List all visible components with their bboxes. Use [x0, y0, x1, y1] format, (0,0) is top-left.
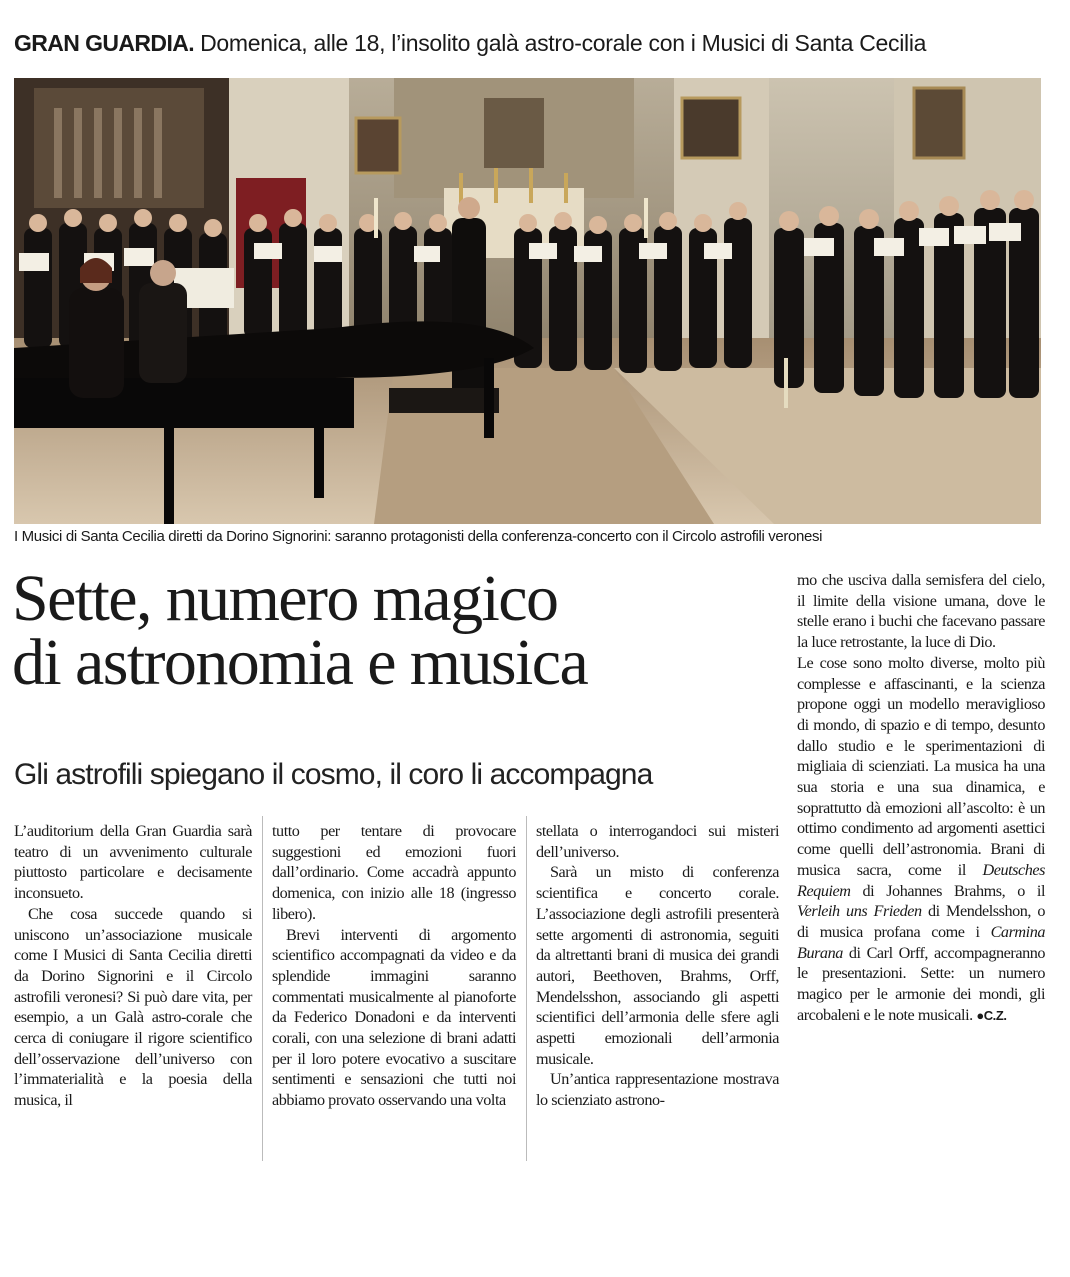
paragraph: Sarà un misto di conferenza scientifica e concerto corale. L’associazione degli astrofili presenterà sette argomenti di astronomia, seguiti da altrettanti brani di musica dei grandi autori, Beethoven, Brahms, Orff, Mendelsshon, associando gli aspetti scientifici dell’armonia delle sfere agli aspetti emozionali dell’armonia musicale. [536, 863, 779, 1068]
paragraph: Brevi interventi di argomento scientifico accompagnati da video e da splendide immagini saranno commentati musicalmente al pianoforte da Federico Donadoni e da interventi corali, con una selezione di brani adatti per il loro potere evocativo a suscitare sentimenti e sensazioni che tutti noi abbiamo provato osservando una volta [272, 925, 516, 1110]
headline-line-2: di astronomia e musica [12, 626, 588, 699]
article-column-1 [14, 821, 252, 1111]
article-column-4 [797, 570, 1045, 1026]
work-title: Verleih uns Frieden [797, 902, 922, 921]
photo-caption: I Musici di Santa Cecilia diretti da Dorino Signorini: saranno protagonisti della conferenza-concerto con il Circolo astrofili veronesi [14, 528, 823, 545]
choir-photo-illustration [14, 78, 1041, 524]
work-title: Carmina Burana [797, 922, 1045, 962]
choir-photo [14, 78, 1041, 524]
work-title: Deutsches Requiem [797, 860, 1045, 900]
headline-line-1: Sette, numero magico [12, 562, 558, 635]
subheadline: Gli astrofili spiegano il cosmo, il coro li accompagna [14, 758, 653, 791]
text-run: Le cose sono molto diverse, molto più complesse e affascinanti, e la scienza propone oggi un modello meraviglioso di mondo, di spazio e di tempo, desunto dallo studio e le sperimentazioni di migliaia di scienziati. La musica ha una sua storia e una sua dinamica, e soprattutto dà emozioni all’ascolto: è un ottimo condimento ad argomenti asettici come quelli dell’astronomia. Brani di musica sacra, come il [797, 653, 1045, 879]
paragraph: L’auditorium della Gran Guardia sarà teatro di un avvenimento culturale piuttosto particolare e decisamente inconsueto. [14, 822, 252, 903]
text-run: di Mendelsshon, o di musica profana come i [797, 902, 1046, 941]
article-column-3 [536, 821, 779, 1111]
article-column-2 [272, 821, 516, 1111]
paragraph [797, 653, 1045, 1027]
paragraph: mo che usciva dalla semisfera del cielo, il limite della visione umana, dove le stelle erano i buchi che facevano passare la luce retrostante, la luce di Dio. [797, 571, 1045, 652]
paragraph: Un’antica rappresentazione mostrava lo scienziato astrono- [536, 1070, 779, 1110]
headline [12, 562, 772, 699]
column-divider-2 [526, 816, 527, 1161]
paragraph: tutto per tentare di provocare suggestioni ed emozioni fuori dall’ordinario. Come accadrà appunto domenica, con inizio alle 18 (ingresso libero). [272, 822, 516, 923]
kicker-label: GRAN GUARDIA. [14, 30, 195, 56]
kicker-text: Domenica, alle 18, l’insolito galà astro-corale con i Musici di Santa Cecilia [200, 30, 927, 56]
paragraph: stellata o interrogandoci sui misteri dell’universo. [536, 822, 779, 861]
text-run: di Johannes Brahms, o il [850, 881, 1045, 900]
paragraph: Che cosa succede quando si uniscono un’associazione musicale come I Musici di Santa Cecilia diretti da Dorino Signorini e il Circolo astrofili veronesi? Si può dare vita, per esempio, a un Galà astro-corale che cerca di coniugare il rigore scientifico dell’osservazione dell’universo con l’immaterialità e la poesia della musica, il [14, 904, 252, 1110]
kicker [14, 30, 1060, 57]
text-run: di Carl Orff, accompagneranno le presentazioni. Sette: un numero magico per le armonie dei mondi, gli arcobaleni e le note musicali. [797, 943, 1045, 1024]
author-signature: ●C.Z. [976, 1007, 1007, 1023]
column-divider-1 [262, 816, 263, 1161]
